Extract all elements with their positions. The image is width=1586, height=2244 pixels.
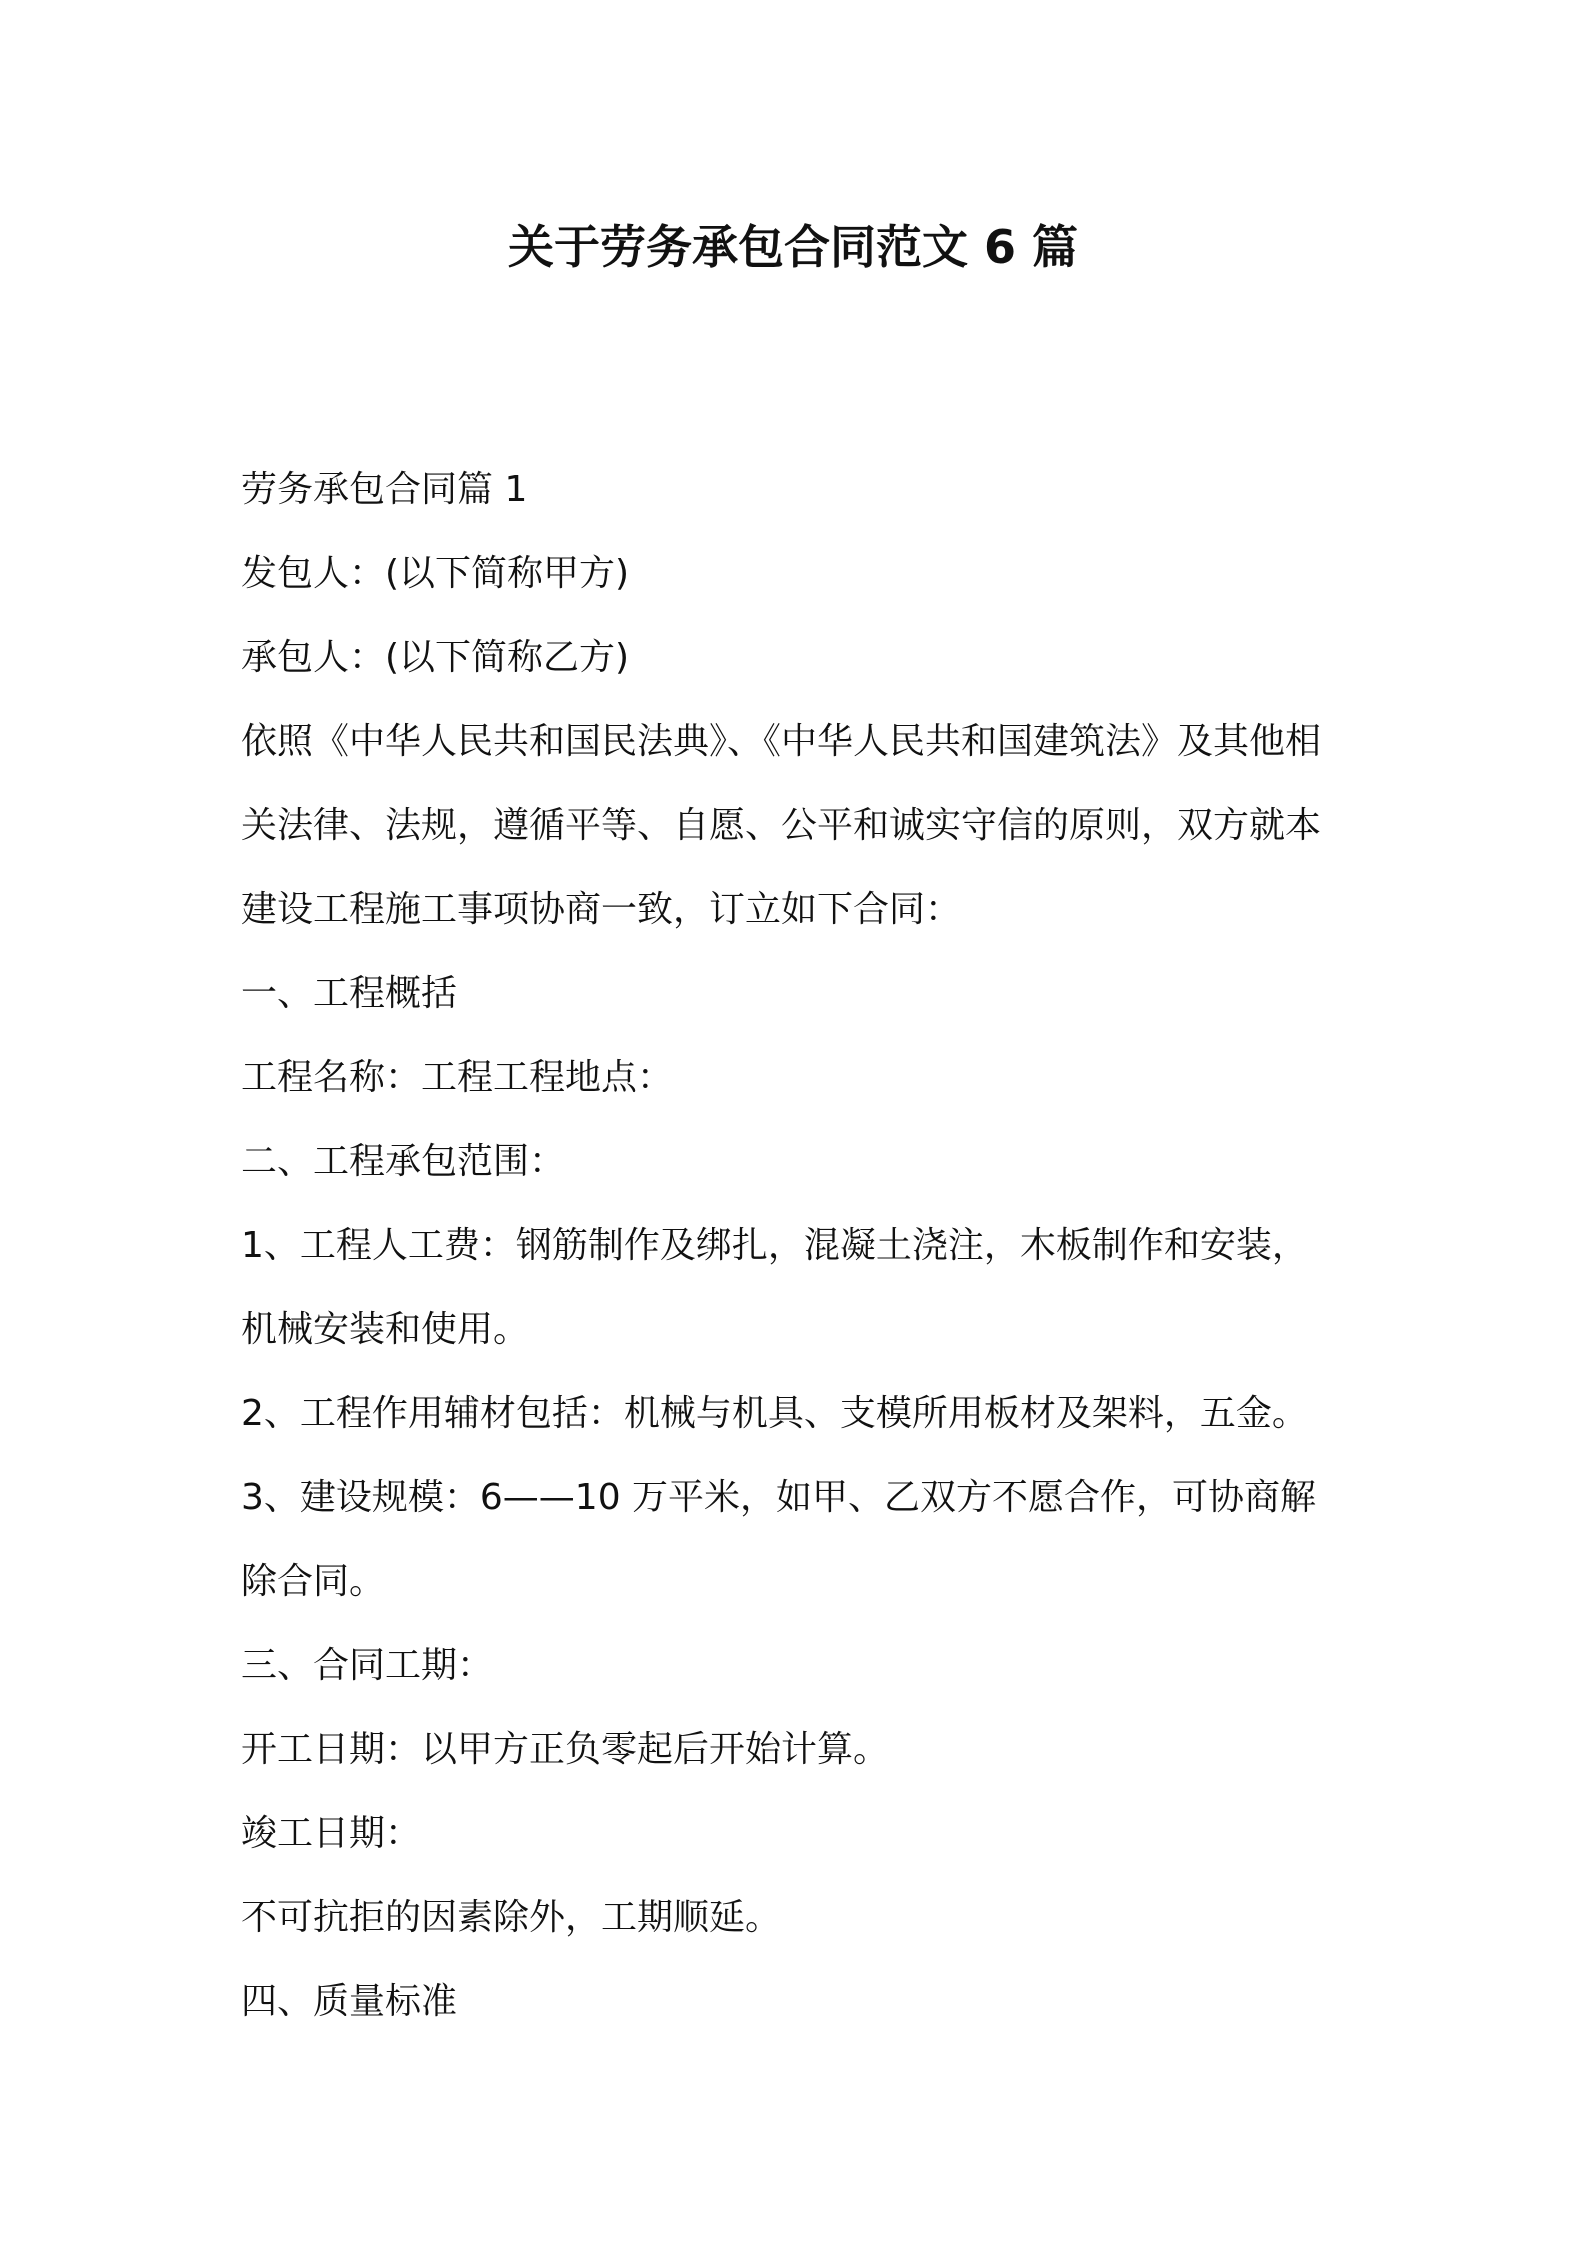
section-heading: 四、质量标准 xyxy=(241,1981,458,2022)
paragraph-line: 2、工程作用辅材包括：机械与机具、支模所用板材及架料，五金。 xyxy=(241,1393,1308,1434)
paragraph-line: 竣工日期： xyxy=(241,1813,422,1854)
paragraph-line: 1、工程人工费：钢筋制作及绑扎，混凝土浇注，木板制作和安装， xyxy=(241,1225,1308,1266)
paragraph-line: 工程名称：工程工程地点： xyxy=(241,1057,674,1098)
paragraph-line: 不可抗拒的因素除外，工期顺延。 xyxy=(241,1897,782,1938)
paragraph-line: 发包人：(以下简称甲方) xyxy=(241,553,630,594)
section-heading: 二、工程承包范围： xyxy=(241,1141,566,1182)
paragraph-line: 承包人：(以下简称乙方) xyxy=(241,637,630,678)
paragraph-line: 开工日期：以甲方正负零起后开始计算。 xyxy=(241,1729,890,1770)
section-heading: 三、合同工期： xyxy=(241,1645,494,1686)
paragraph-line: 关法律、法规，遵循平等、自愿、公平和诚实守信的原则，双方就本 xyxy=(241,805,1322,846)
document-body xyxy=(241,448,1361,2044)
paragraph-line: 3、建设规模：6——10 万平米，如甲、乙双方不愿合作，可协商解 xyxy=(241,1477,1317,1518)
paragraph-line: 建设工程施工事项协商一致，订立如下合同： xyxy=(241,889,962,930)
paragraph-line: 除合同。 xyxy=(241,1561,386,1602)
paragraph-line: 机械安装和使用。 xyxy=(241,1309,530,1350)
paragraph-line: 依照《中华人民共和国民法典》、《中华人民共和国建筑法》及其他相 xyxy=(241,721,1322,762)
document-title: 关于劳务承包合同范文 6 篇 xyxy=(507,220,1079,274)
section-heading: 劳务承包合同篇 1 xyxy=(241,469,528,510)
section-heading: 一、工程概括 xyxy=(241,973,458,1014)
